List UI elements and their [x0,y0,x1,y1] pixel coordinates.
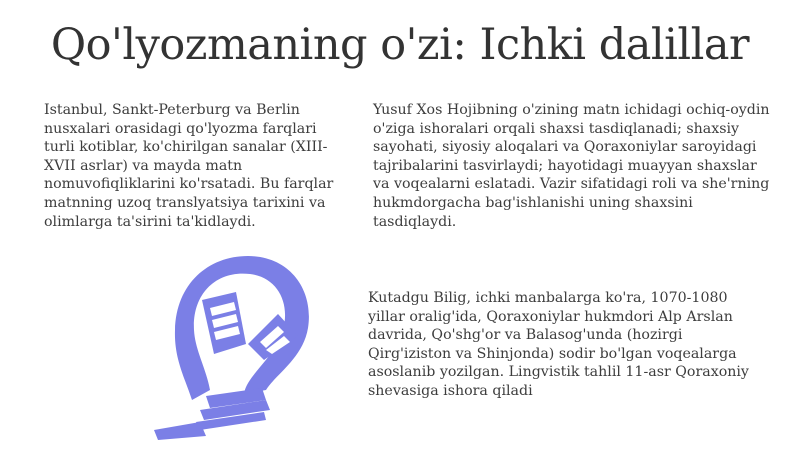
slide-title: Qo'lyozmaning o'zi: Ichki dalillar [50,20,750,70]
paragraph-author-identity: Yusuf Xos Hojibning o'zining matn ichidagi ochiq-oydin o'ziga ishoralari orqali shaxsi tasdiqlanadi; shaxsiy sayohati, siyosiy aloqalari va Qoraxoniylar saroyidagi tajribalarini tasvirlaydi; hayotidagi muayyan shaxslar va voqealarni eslatadi. Vazir sifatidagi roli va she'rning hukmdorgacha bag'ishlanishi uning shaxsini tasdiqlaydi. [373,102,770,230]
paragraph-manuscript-variants: Istanbul, Sankt-Peterburg va Berlin nusxalari orasidagi qo'lyozma farqlari turli kotiblar, ko'chirilgan sanalar (XIII-XVII asrlar) va mayda matn nomuvofiqliklarini ko'rsatadi. Bu farqlar matnning uzoq translyatsiya tarixini va olimlarga ta'sirini ta'kidlaydi. [44,102,334,230]
lightbulb-book-icon [148,250,318,440]
paragraph-dating: Kutadgu Bilig, ichki manbalarga ko'ra, 1070-1080 yillar oralig'ida, Qoraxoniylar hukmdori Alp Arslan davrida, Qo'shg'or va Balasog'unda (hozirgi Qirg'iziston va Shinjonda) sodir bo'lgan voqealarga asoslanib yozilgan. Lingvistik tahlil 11-asr Qoraxoniy shevasiga ishora qiladi [368,290,749,399]
